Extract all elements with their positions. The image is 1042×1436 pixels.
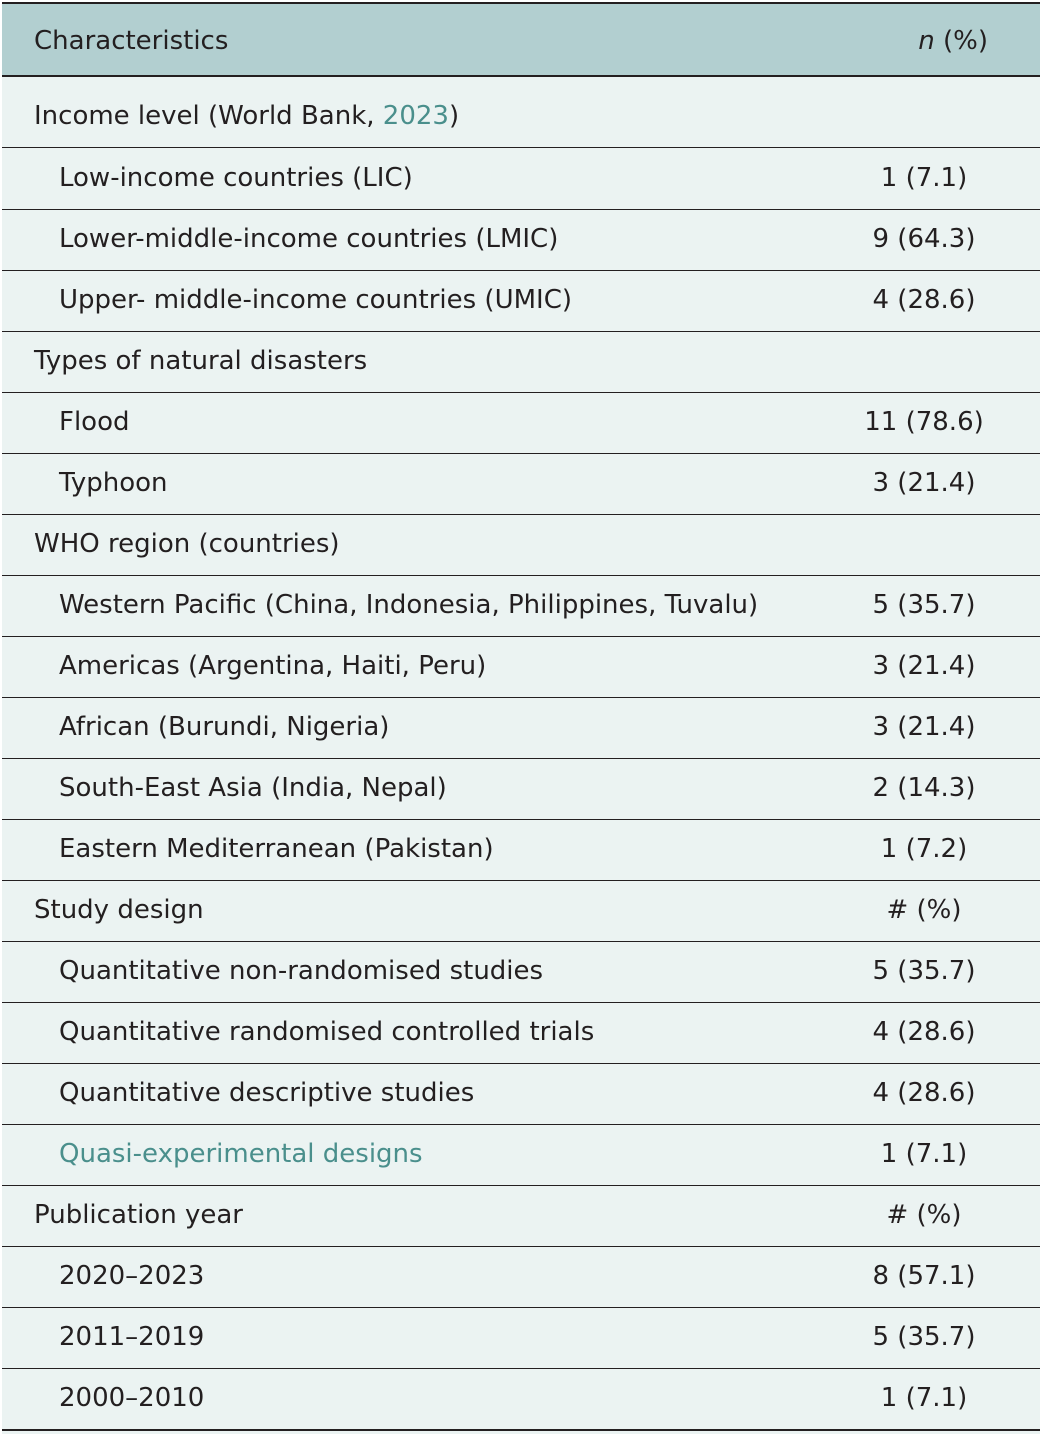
row-label: 2020–2023 bbox=[59, 1261, 205, 1291]
table-row bbox=[2, 453, 1040, 515]
section-row-income-level bbox=[2, 86, 1040, 148]
header-percent: (%) bbox=[934, 26, 988, 56]
section-label bbox=[34, 100, 459, 132]
row-label: Quantitative non-randomised studies bbox=[59, 956, 544, 986]
row-label: South-East Asia (India, Nepal) bbox=[59, 773, 447, 803]
reference-link-2023[interactable]: 2023 bbox=[382, 101, 449, 131]
table-row bbox=[2, 1124, 1040, 1186]
row-label: Lower-middle-income countries (LMIC) bbox=[59, 224, 559, 254]
section-row-who-region bbox=[2, 514, 1040, 576]
row-label: Quantitative descriptive studies bbox=[59, 1078, 475, 1108]
row-label: 2011–2019 bbox=[59, 1322, 205, 1352]
row-value: 5 (35.7) bbox=[872, 956, 976, 986]
row-value: 4 (28.6) bbox=[872, 1078, 976, 1108]
section-row-disaster-types bbox=[2, 331, 1040, 393]
row-value: 1 (7.1) bbox=[880, 1383, 968, 1413]
header-rule bbox=[2, 75, 1040, 77]
table-row bbox=[2, 941, 1040, 1003]
quasi-experimental-link[interactable]: Quasi-experimental designs bbox=[59, 1139, 423, 1169]
row-value: 11 (78.6) bbox=[864, 407, 984, 437]
row-value: 3 (21.4) bbox=[872, 651, 976, 681]
header-n: n bbox=[918, 26, 935, 56]
row-label: Americas (Argentina, Haiti, Peru) bbox=[59, 651, 487, 681]
table-row bbox=[2, 270, 1040, 332]
table-row bbox=[2, 392, 1040, 454]
row-value: 4 (28.6) bbox=[872, 1017, 976, 1047]
row-value: 3 (21.4) bbox=[872, 468, 976, 498]
row-label: Flood bbox=[59, 407, 130, 437]
table-row bbox=[2, 575, 1040, 637]
row-label: Typhoon bbox=[59, 468, 168, 498]
row-label: Upper- middle-income countries (UMIC) bbox=[59, 285, 573, 315]
section-label: Types of natural disasters bbox=[34, 346, 368, 376]
section-row-publication-year bbox=[2, 1185, 1040, 1247]
row-value: 8 (57.1) bbox=[872, 1261, 976, 1291]
row-label: African (Burundi, Nigeria) bbox=[59, 712, 390, 742]
row-value: 9 (64.3) bbox=[872, 224, 976, 254]
row-label: 2000–2010 bbox=[59, 1383, 205, 1413]
section-label-text: Income level (World Bank, bbox=[34, 101, 383, 131]
row-value: 1 (7.1) bbox=[880, 163, 968, 193]
section-label-close: ) bbox=[448, 101, 460, 131]
table-row bbox=[2, 1002, 1040, 1064]
row-label: Low-income countries (LIC) bbox=[59, 163, 413, 193]
row-label: Western Pacific (China, Indonesia, Philippines, Tuvalu) bbox=[59, 590, 759, 620]
row-value: 5 (35.7) bbox=[872, 590, 976, 620]
table-row bbox=[2, 758, 1040, 820]
header-characteristics: Characteristics bbox=[34, 26, 229, 56]
section-value: # (%) bbox=[886, 1200, 962, 1230]
table-row bbox=[2, 148, 1040, 210]
section-label: Study design bbox=[34, 895, 204, 925]
table-row bbox=[2, 1246, 1040, 1308]
table-row bbox=[2, 209, 1040, 271]
section-label: Publication year bbox=[34, 1200, 243, 1230]
characteristics-table bbox=[2, 2, 1040, 1434]
table-row bbox=[2, 636, 1040, 698]
header-n-percent bbox=[918, 26, 988, 56]
section-label: WHO region (countries) bbox=[34, 529, 340, 559]
section-row-study-design bbox=[2, 880, 1040, 942]
table-row bbox=[2, 1368, 1040, 1431]
table-row bbox=[2, 697, 1040, 759]
row-label: Eastern Mediterranean (Pakistan) bbox=[59, 834, 494, 864]
table-row bbox=[2, 819, 1040, 881]
table-header bbox=[2, 4, 1040, 76]
row-value: 5 (35.7) bbox=[872, 1322, 976, 1352]
row-value: 4 (28.6) bbox=[872, 285, 976, 315]
table-row bbox=[2, 1307, 1040, 1369]
row-label: Quantitative randomised controlled trials bbox=[59, 1017, 595, 1047]
row-value: 3 (21.4) bbox=[872, 712, 976, 742]
table-row bbox=[2, 1063, 1040, 1125]
section-value: # (%) bbox=[886, 895, 962, 925]
row-value: 1 (7.1) bbox=[880, 1139, 968, 1169]
row-value: 2 (14.3) bbox=[872, 773, 976, 803]
row-value: 1 (7.2) bbox=[880, 834, 968, 864]
